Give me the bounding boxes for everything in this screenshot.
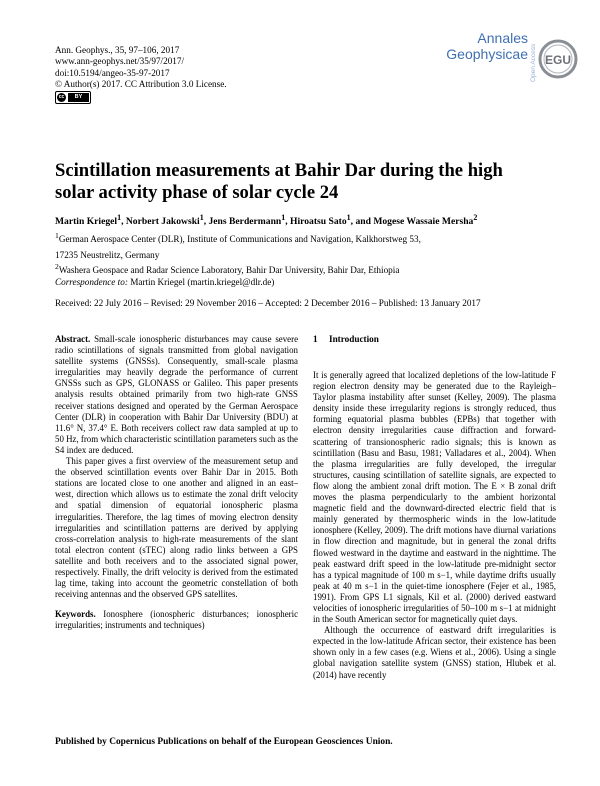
section-number: 1 — [313, 334, 318, 344]
svg-text:EGU: EGU — [544, 53, 572, 67]
affil-text: Washera Geospace and Radar Science Laboratory, Bahir Dar University, Bahir Dar, Ethiopia — [58, 265, 400, 276]
copyright: © Author(s) 2017. CC Attribution 3.0 License. — [55, 78, 227, 89]
author-sep: , and — [350, 216, 374, 228]
author-name: Norbert Jakowski — [125, 216, 200, 228]
doi[interactable]: doi:10.5194/angeo-35-97-2017 — [55, 67, 170, 78]
author-affil-sup: 1 — [281, 213, 286, 222]
svg-text:Open Access: Open Access — [530, 43, 537, 82]
cc-icon: cc — [58, 94, 65, 101]
author-affil-sup: 1 — [117, 213, 122, 222]
article-title: Scintillation measurements at Bahir Dar during the high solar activity phase of solar cycle 24 — [55, 160, 503, 203]
correspondence — [55, 277, 274, 288]
affil-text: 17235 Neustrelitz, Germany — [55, 249, 160, 260]
abstract-paragraph — [55, 334, 298, 456]
affiliation — [55, 261, 555, 277]
author-sep: , — [203, 216, 209, 228]
citation: Ann. Geophys., 35, 97–106, 2017 — [55, 45, 180, 55]
abstract-text: Small-scale ionospheric disturbances may cause severe radio scintillations of signals transmitted from global navigation satellite systems (GNSSs). Consequently, small-scale plasma irregularities may heavily degrade the performance of current GNSSs such as GPS, GLONASS or Galileo. This paper presents analysis results obtained primarily from two high-rate GNSS receiver stations designed and operated by the German Aerospace Center (DLR) in cooperation with Bahir Dar University (BDU) at 11.6° N, 37.4° E. Both receivers collect raw data sampled at up to 50 Hz, from which characteristic scintillation parameters such as the S4 index are deduced. — [55, 334, 299, 455]
author-sep: , — [285, 216, 291, 228]
publication-dates: Received: 22 July 2016 – Revised: 29 November 2016 – Accepted: 2 December 2016 – Published: 13 January 2017 — [55, 298, 481, 308]
author-name: Martin Kriegel — [55, 216, 118, 228]
article-metadata — [55, 45, 227, 107]
article-url[interactable]: www.ann-geophys.net/35/97/2017/ — [55, 56, 185, 67]
author-sep: , — [121, 216, 126, 228]
abstract-paragraph: This paper gives a first overview of the measurement setup and the observed scintillation events over Bahir Dar in 2015. Both stations are located close to one another and aligned in an east–west, direction which allows us to estimate the zonal drift velocity and spatial dimension of equatorial ionospheric plasma irregularities. Therefore, the lag times of moving electron density irregularities and scintillation patterns are derived by applying cross-correlation analysis to high-rate measurements of the slant total electron content (sTEC) along radio links between a GPS satellite and both receivers and to the associated signal power, respectively. Finally, the drift velocity is derived from the estimated lag time, taking into account the geometric constellation of both receiving antennas and the observed GPS satellites. — [55, 456, 298, 600]
author-list — [55, 212, 555, 228]
publisher-footer: Published by Copernicus Publications on behalf of the European Geosciences Union. — [55, 737, 393, 747]
author-name: Mogese Wassaie Mersha — [373, 216, 474, 228]
journal-name-line2: Geophysicae — [446, 46, 528, 62]
egu-logo-icon — [538, 39, 578, 79]
affiliation — [55, 230, 555, 246]
section-heading — [313, 334, 556, 345]
intro-paragraph: It is generally agreed that localized depletions of the low-latitude F region electron density may be generated due to the Rayleigh–Taylor plasma instability after sunset (Kelley, 2009). The plasma density inside these irregularity regions is strongly reduced, thus forming equatorial plasma bubbles (EPBs) that together with electron density irregularities cause diffraction and forward-scattering of transionospheric radio signals; this is known as scintillation (Basu and Basu, 1981; Valladares et al., 2004). When the plasma irregularities are fully developed, the irregular structures, causing scintillation of satellite signals, are expected to flow along the ambient zonal drift motion. The E × B zonal drift moves the plasma perpendicularly to the ambient horizontal magnetic field and the downward-directed electric field that is mainly generated by thermospheric winds in the low-latitude ionosphere (Kelley, 2009). The drift motions have diurnal variations in flow direction and magnitude, but in general the zonal drifts flowed westward in the daytime and eastward in the nighttime. The peak eastward drift speed in the low-latitude pre-midnight sector has a typical magnitude of 100 m s−1, while daytime drifts usually peak at 40 m s−1 in the quiet-time ionosphere (Fejer et al., 1985, 1991). From GPS L1 signals, Kil et al. (2000) derived eastward velocities of ionospheric irregularities of 50–100 m s−1 at midnight in the South American sector for magnetically quiet days. — [313, 370, 556, 625]
affiliations — [55, 230, 555, 277]
keywords-text: Ionosphere (ionospheric disturbances; ionospheric irregularities; instruments and techniques) — [55, 609, 299, 631]
affil-sup: 2 — [55, 262, 59, 272]
author-affil-sup: 1 — [199, 213, 204, 222]
intro-paragraph: Although the occurrence of eastward drift irregularities is expected in the low-latitude African sector, their existence has been shown only in a few cases (e.g. Wiens et al., 2006). Using a single global navigation satellite system (GNSS) station, Hlubek et al. (2014) have recently — [313, 625, 556, 680]
correspondence-label: Correspondence to: — [55, 277, 128, 287]
author-name: Jens Berdermann — [208, 216, 282, 228]
affiliation — [55, 246, 555, 262]
open-access-label — [529, 30, 537, 82]
abstract-column — [55, 334, 298, 631]
journal-name-line1: Annales — [477, 30, 528, 46]
keywords-label: Keywords. — [55, 609, 96, 620]
author-affil-sup: 1 — [346, 213, 351, 222]
cc-license-badge[interactable] — [55, 91, 91, 104]
abstract-label: Abstract. — [55, 334, 91, 344]
affil-sup: 1 — [55, 231, 59, 240]
journal-name — [424, 30, 528, 62]
affil-text: German Aerospace Center (DLR), Institute of Communications and Navigation, Kalkhorstweg 53, — [58, 234, 421, 245]
correspondence-text[interactable]: Martin Kriegel (martin.kriegel@dlr.de) — [130, 277, 275, 287]
introduction-column — [313, 334, 556, 681]
author-name: Hiroatsu Sato — [290, 216, 347, 228]
section-title: Introduction — [329, 334, 379, 344]
keywords-paragraph — [55, 609, 298, 631]
by-icon: BY — [68, 93, 89, 102]
author-affil-sup: 2 — [473, 213, 478, 222]
